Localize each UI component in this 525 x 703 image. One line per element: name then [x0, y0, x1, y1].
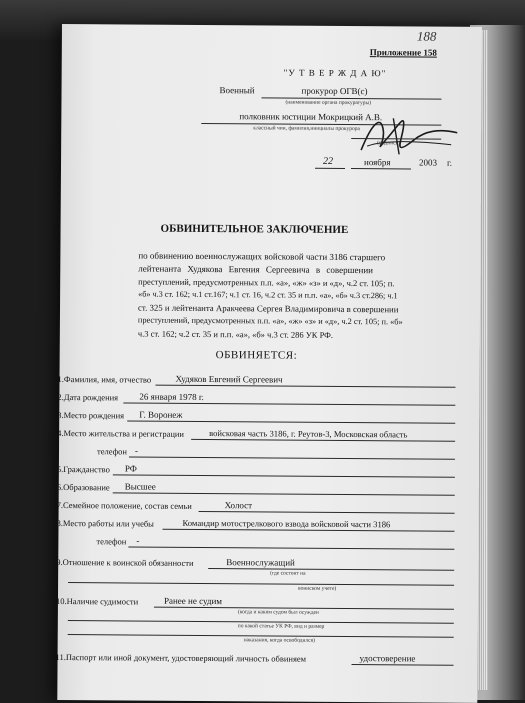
approve-position-value: прокурор ОГВ(с): [301, 85, 368, 97]
field-4-label: 4.Место жительства и регистрации: [57, 427, 185, 439]
signature: [353, 110, 463, 161]
document-page: [57, 24, 482, 703]
approve-date-day: 22: [323, 155, 334, 167]
field-8-value: Командир мотострелкового взвода войсковой части 3186: [182, 517, 391, 530]
field-4-phone-label: телефон: [96, 446, 127, 457]
field-9-caption-2: воинском учете): [298, 585, 337, 592]
field-1-label: 1.Фамилия, имя, отчество: [57, 373, 152, 385]
field-8-phone-label: телефон: [96, 536, 127, 547]
field-7-value: Холост: [224, 500, 253, 511]
field-10-label: 10.Наличие судимости: [55, 595, 139, 607]
field-6-label: 6.Образование: [56, 481, 110, 493]
field-6-value: Высшее: [124, 481, 156, 492]
field-8-label: 8.Место работы или учебы: [56, 517, 154, 529]
approve-rank-name: полковник юстиции Мокрицкий А.В.: [239, 111, 383, 123]
approve-date-month: ноября: [364, 157, 391, 168]
field-9-caption-1: (где состоит на: [270, 570, 306, 577]
document-title: ОБВИНИТЕЛЬНОЕ ЗАКЛЮЧЕНИЕ: [160, 222, 349, 237]
field-2-value: 26 января 1978 г.: [139, 391, 204, 402]
field-3-value: Г. Воронеж: [139, 409, 183, 420]
field-2-label: 2.Дата рождения: [57, 391, 119, 403]
approve-rank-caption: классный чин, фамилия,инициалы прокурора: [253, 125, 360, 133]
field-10-caption-2: по какой статье УК РФ, вид и размер: [237, 623, 325, 630]
approve-date-year: 2003: [419, 157, 438, 168]
field-7-label: 7.Семейное положение, состав семьи: [56, 499, 192, 511]
intro-line-4: «б» ч.3 ст. 162; ч.1 ст.167; ч.1 ст. 16, ч.2 ст. 35 и п.п. «а», «б» ч.3 ст.286; ч.1: [138, 289, 398, 301]
appendix-label: Приложение 158: [369, 47, 437, 58]
page-number-handwritten: 188: [416, 28, 437, 44]
field-9-label: 9.Отношение к воинской обязанности: [56, 556, 194, 568]
field-10-value: Ранее не судим: [163, 595, 223, 607]
field-5-label: 5.Гражданство: [56, 463, 110, 475]
field-3-label: 3.Место рождения: [57, 409, 125, 421]
field-10-caption-3: наказания, когда освободился): [243, 637, 315, 644]
approve-position-label: Военный: [219, 85, 255, 96]
field-9-value: Военнослужащий: [226, 557, 295, 568]
field-4-value: войсковая часть 3186, г. Реутов-3, Московская область: [209, 428, 408, 440]
field-4-phone-value: -: [134, 445, 139, 456]
field-11-value: удостоверение: [359, 653, 416, 664]
field-1-value: Худяков Евгений Сергеевич: [175, 373, 283, 385]
field-8-phone-value: -: [136, 535, 140, 546]
intro-line-2: лейтенанта Худякова Евгения Сергеевича в совершении: [138, 263, 374, 276]
field-11-label: 11.Паспорт или иной документ, удостоверяющий личность обвиняем: [55, 651, 307, 664]
intro-line-3: преступлений, предусмотренных п.п. «а», «ж» «з» и «д», ч.2 ст. 105; п.: [138, 276, 395, 289]
approve-date-year-suffix: г.: [447, 157, 453, 168]
approve-title: "У Т В Е Р Ж Д А Ю": [283, 67, 387, 79]
approve-signature-caption: (подпись): [377, 140, 401, 147]
intro-line-1: по обвинению военнослужащих войсковой части 3186 старшего: [138, 250, 386, 263]
accused-heading: ОБВИНЯЕТСЯ:: [215, 349, 298, 362]
approve-position-caption: (наименование органа прокуратуры): [285, 99, 372, 107]
field-10-caption-1: (когда и каким судом был осужден: [237, 609, 319, 616]
field-5-value: РФ: [124, 463, 137, 474]
intro-line-7: ч.3 ст. 162; ч.2 ст. 35 и п.п. «а», «б» ч.3 ст. 286 УК РФ.: [137, 328, 334, 340]
intro-line-6: преступлений, предусмотренных п.п. «а», «ж» «з» и «д», ч.2 ст. 105; п. «б»: [137, 315, 403, 327]
intro-line-5: ст. 325 и лейтенанта Аракчеева Сергея Владимировича в совершении: [137, 302, 399, 315]
